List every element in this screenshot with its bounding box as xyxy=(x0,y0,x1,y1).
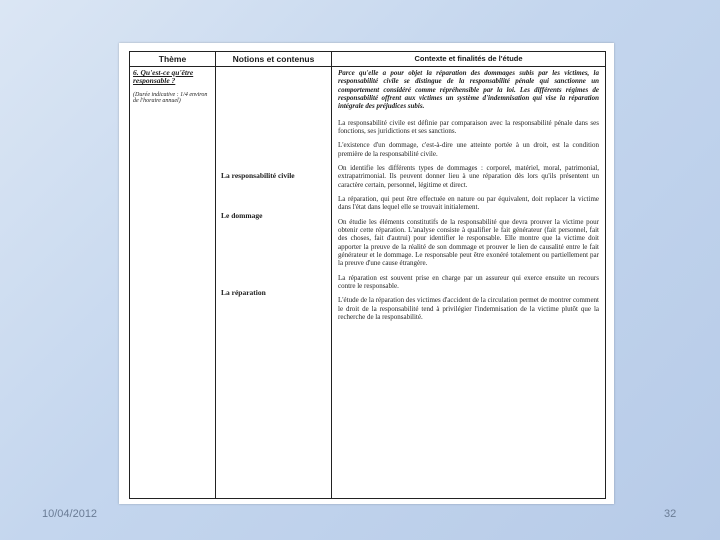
context-paragraph: La réparation, qui peut être effectuée en nature ou par équivalent, doit replacer la victime dans l'état dans lequel elle se trouvait initialement. xyxy=(338,194,599,212)
context-intro: Parce qu'elle a pour objet la réparation des dommages subis par les victimes, la responsabilité civile se distingue de la responsabilité pénale qui sanctionne un comportement considéré comme répréhensible par la loi. Les différents régimes de responsabilité offrent aux victimes un système d'indemnisation qui vise la réparation intégrale des préjudices subis. xyxy=(338,69,599,111)
context-paragraph: L'existence d'un dommage, c'est-à-dire une atteinte portée à un droit, est la condition première de la responsabilité civile. xyxy=(338,141,599,158)
notion-civil-liability: La responsabilité civile xyxy=(221,171,295,180)
header-context: Contexte et finalités de l'étude xyxy=(332,52,606,67)
context-paragraph: On étudie les éléments constitutifs de la responsabilité que devra prouver la victime pour obtenir cette réparation. L'analyse consiste à qualifier le fait générateur (fait personnel, fait des choses, fait d'autrui) pour identifier le responsable. Elle montre que la victime doit apporter la preuve de la réalité de son dommage et prouver le lien de causalité entre le fait générateur et le dommage. Le responsable peut être exonéré totalement ou partiellement par la preuve d'une cause étrangère. xyxy=(338,217,599,268)
theme-title: 6. Qu'est-ce qu'être responsable ? xyxy=(133,68,194,86)
document-page xyxy=(119,43,614,504)
notions-cell xyxy=(216,67,332,499)
table-row xyxy=(130,67,606,499)
table-header-row xyxy=(130,52,606,67)
theme-duration-note: (Durée indicative : 1/4 environ de l'horaire annuel) xyxy=(133,91,208,105)
context-paragraph: La responsabilité civile est définie par comparaison avec la responsabilité pénale dans ses fonctions, ses juridictions et ses sanctions. xyxy=(338,118,599,135)
slide-page-number: 32 xyxy=(664,508,677,520)
context-paragraph: L'étude de la réparation des victimes d'accident de la circulation permet de montrer comment le droit de la responsabilité tend à privilégier l'indemnisation de la victime plutôt que la recherche de la responsabilité. xyxy=(338,296,599,321)
header-notions: Notions et contenus xyxy=(216,52,332,67)
theme-cell xyxy=(130,67,216,499)
header-theme: Thème xyxy=(130,52,216,67)
curriculum-table xyxy=(129,51,606,499)
context-paragraph: On identifie les différents types de dommages : corporel, matériel, moral, patrimonial, extrapatrimonial. Ils peuvent donner lieu à une réparation dès lors qu'ils présentent un caractère certain, personnel, légitime et direct. xyxy=(338,163,599,189)
notion-damage: Le dommage xyxy=(221,211,263,220)
context-cell xyxy=(332,67,606,499)
slide-date: 10/04/2012 xyxy=(42,508,98,520)
notion-reparation: La réparation xyxy=(221,288,266,297)
context-paragraph: La réparation est souvent prise en charge par un assureur qui exerce ensuite un recours contre le responsable. xyxy=(338,273,599,290)
